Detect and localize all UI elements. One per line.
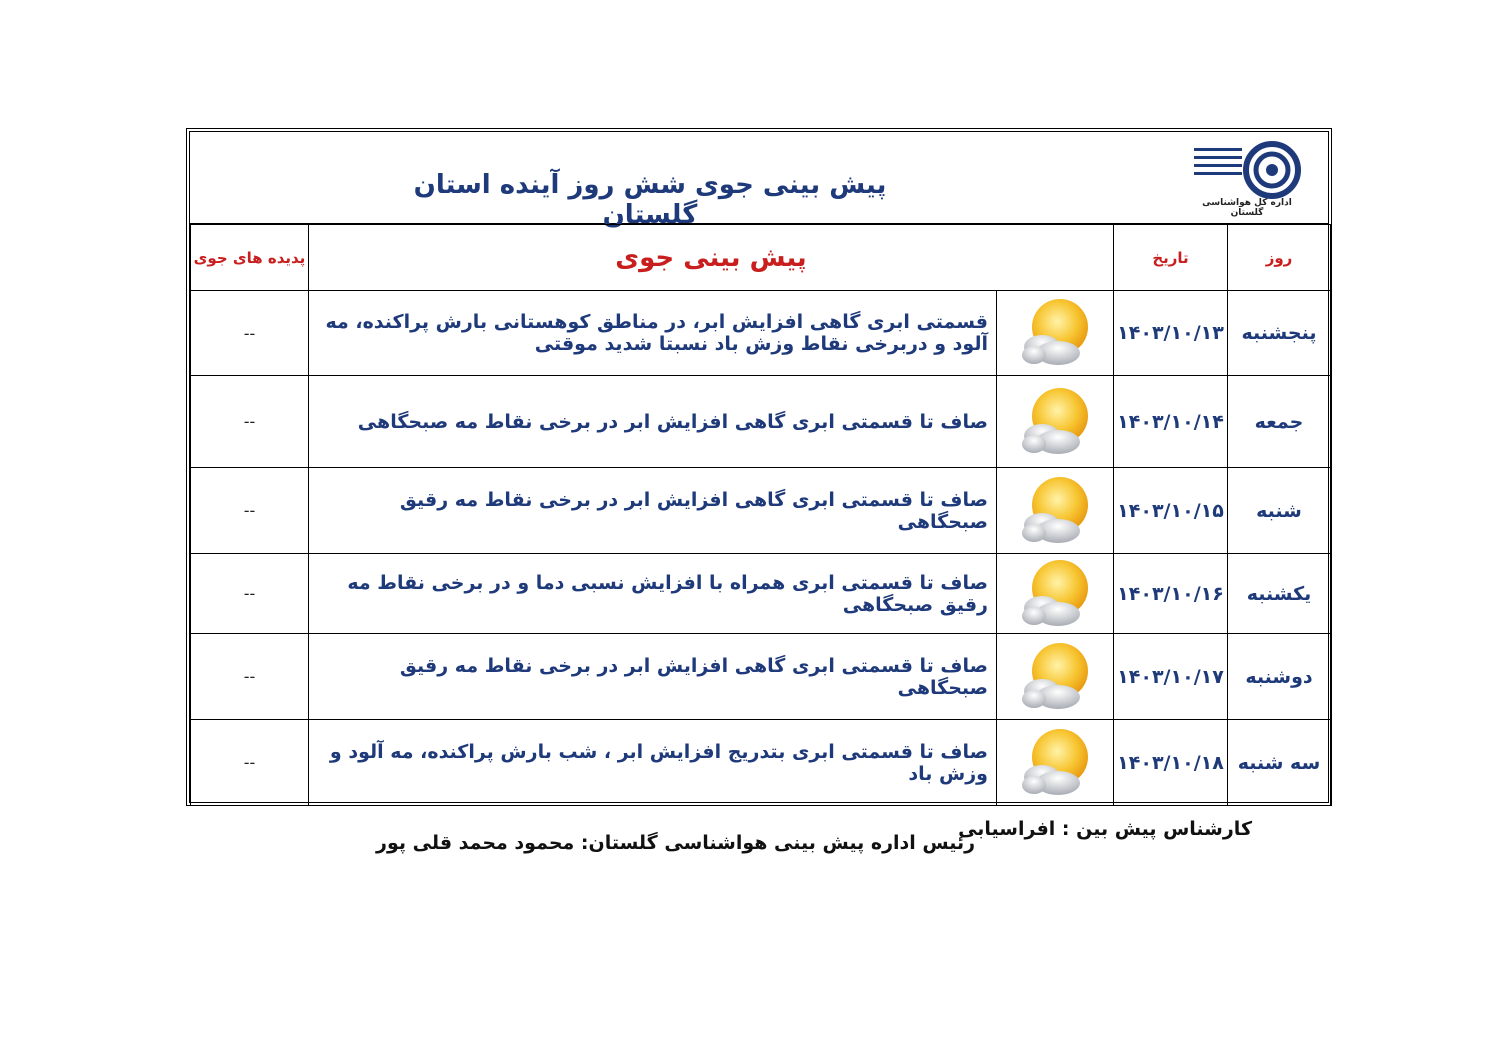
phenomena-cell: -- xyxy=(191,468,309,554)
forecast-text: قسمتی ابری گاهی افزایش ابر، در مناطق کوهستانی بارش پراکنده، مه آلود و دربرخی نقاط وزش باد نسبتا شدید موقتی xyxy=(309,291,997,376)
date-cell: ۱۴۰۳/۱۰/۱۵ xyxy=(1114,468,1228,554)
forecast-text: صاف تا قسمتی ابری همراه با افزایش نسبی دما و در برخی نقاط مه رقیق صبحگاهی xyxy=(309,554,997,634)
forecast-sheet xyxy=(186,128,1332,806)
day-cell: یکشنبه xyxy=(1228,554,1331,634)
table-row xyxy=(191,291,1331,376)
forecast-text: صاف تا قسمتی ابری بتدریج افزایش ابر ، شب بارش پراکنده، مه آلود و وزش باد xyxy=(309,720,997,806)
phenomena-cell: -- xyxy=(191,376,309,468)
forecast-table xyxy=(190,224,1331,806)
weather-icon-cell xyxy=(997,554,1114,634)
sheet-inner-border xyxy=(189,131,1329,803)
partly-cloudy-icon xyxy=(997,725,1113,801)
table-row xyxy=(191,720,1331,806)
date-cell: ۱۴۰۳/۱۰/۱۴ xyxy=(1114,376,1228,468)
forecast-text: صاف تا قسمتی ابری گاهی افزایش ابر در برخی نقاط مه رقیق صبحگاهی xyxy=(309,634,997,720)
forecaster-name: کارشناس پیش بین : افراسیابی xyxy=(958,818,1252,840)
day-cell: پنجشنبه xyxy=(1228,291,1331,376)
partly-cloudy-icon xyxy=(997,556,1113,632)
col-header-forecast: پیش بینی جوی xyxy=(309,225,1114,291)
logo xyxy=(1188,140,1306,218)
partly-cloudy-icon xyxy=(997,473,1113,549)
col-header-date: تاریخ xyxy=(1114,225,1228,291)
header xyxy=(190,132,1328,230)
col-header-phenomena: پدیده های جوی xyxy=(191,225,309,291)
phenomena-cell: -- xyxy=(191,720,309,806)
date-cell: ۱۴۰۳/۱۰/۱۷ xyxy=(1114,634,1228,720)
table-row xyxy=(191,554,1331,634)
weather-icon-cell xyxy=(997,376,1114,468)
date-cell: ۱۴۰۳/۱۰/۱۳ xyxy=(1114,291,1228,376)
footer xyxy=(186,818,1252,854)
weather-icon-cell xyxy=(997,291,1114,376)
forecast-text: صاف تا قسمتی ابری گاهی افزایش ابر در برخی نقاط مه صبحگاهی xyxy=(309,376,997,468)
date-cell: ۱۴۰۳/۱۰/۱۸ xyxy=(1114,720,1228,806)
table-row xyxy=(191,468,1331,554)
day-cell: جمعه xyxy=(1228,376,1331,468)
partly-cloudy-icon xyxy=(997,639,1113,715)
col-header-day: روز xyxy=(1228,225,1331,291)
phenomena-cell: -- xyxy=(191,554,309,634)
page-title: پیش بینی جوی شش روز آینده استان گلستان xyxy=(413,170,887,230)
day-cell: دوشنبه xyxy=(1228,634,1331,720)
partly-cloudy-icon xyxy=(997,384,1113,460)
table-header-row xyxy=(191,225,1331,291)
table-row xyxy=(191,376,1331,468)
phenomena-cell: -- xyxy=(191,634,309,720)
meteorology-logo-icon xyxy=(1188,140,1306,202)
weather-icon-cell xyxy=(997,468,1114,554)
phenomena-cell: -- xyxy=(191,291,309,376)
day-cell: شنبه xyxy=(1228,468,1331,554)
date-cell: ۱۴۰۳/۱۰/۱۶ xyxy=(1114,554,1228,634)
forecast-text: صاف تا قسمتی ابری گاهی افزایش ابر در برخی نقاط مه رقیق صبحگاهی xyxy=(309,468,997,554)
weather-icon-cell xyxy=(997,720,1114,806)
day-cell: سه شنبه xyxy=(1228,720,1331,806)
logo-caption: اداره کل هواشناسی گلستان xyxy=(1202,198,1292,218)
partly-cloudy-icon xyxy=(997,295,1113,371)
department-head: رئیس اداره پیش بینی هواشناسی گلستان: محمود محمد قلی پور xyxy=(376,832,976,854)
weather-icon-cell xyxy=(997,634,1114,720)
table-row xyxy=(191,634,1331,720)
